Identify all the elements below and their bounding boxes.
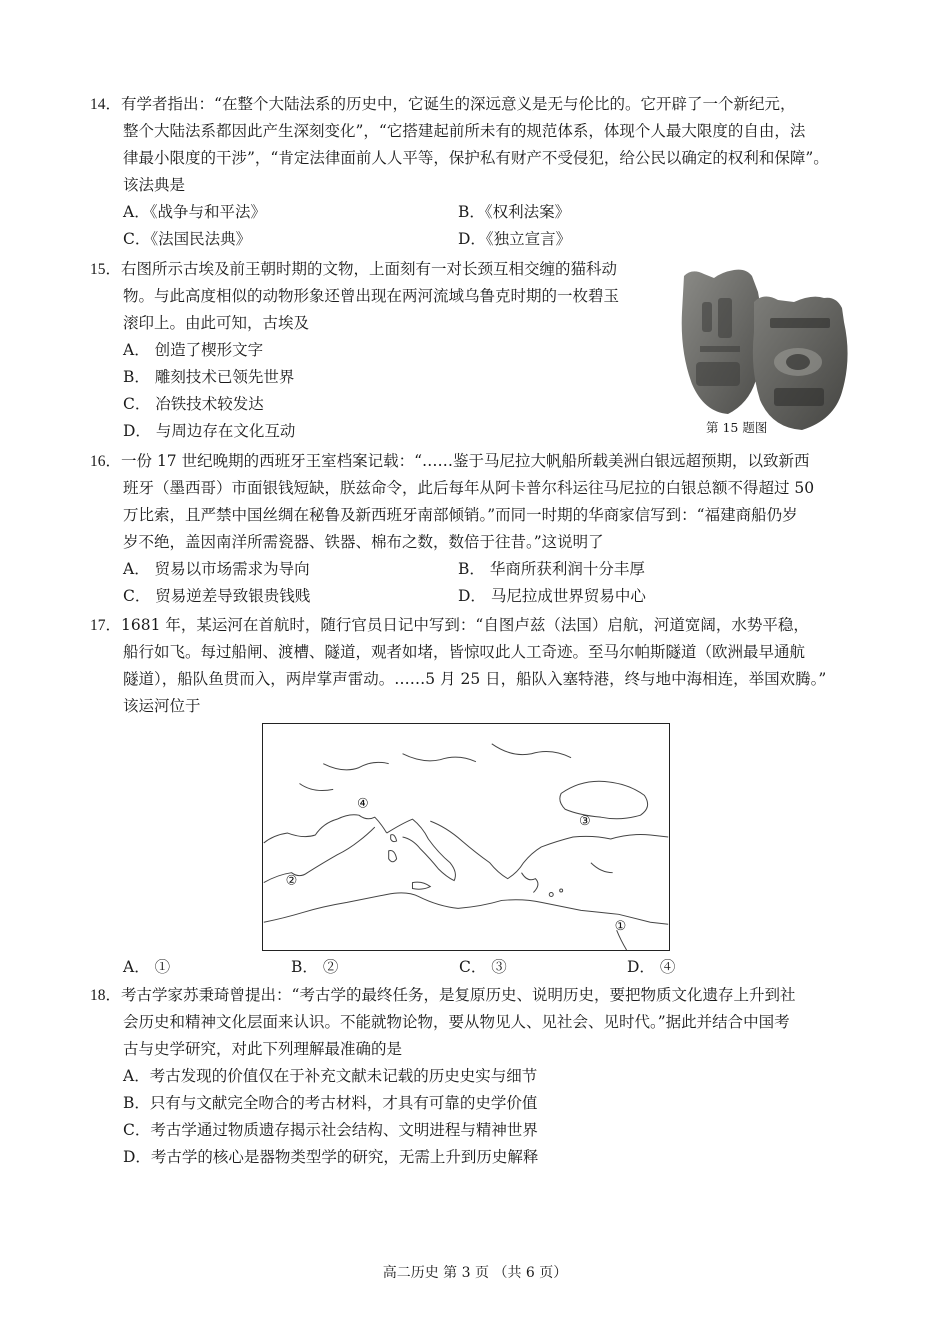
question-stem-line: 该法典是: [123, 176, 186, 194]
narmer-palette-photo: [674, 262, 860, 438]
option-c: C． ③: [459, 958, 507, 976]
question-15: [90, 256, 670, 445]
options: [90, 556, 870, 610]
option-a: A． 创造了楔形文字: [123, 341, 264, 359]
options: [90, 337, 670, 445]
question-stem-line: 物。与此高度相似的动物形象还曾出现在两河流域乌鲁克时期的一枚碧玉: [123, 287, 620, 305]
question-17: [90, 612, 870, 720]
page-footer: 高二历史 第 3 页 （共 6 页）: [382, 1265, 568, 1281]
question-number: 17．: [90, 617, 122, 634]
option-d: D．《独立宣言》: [458, 230, 572, 248]
options: [90, 1063, 870, 1171]
option-a: A． 贸易以市场需求为导向: [123, 560, 310, 578]
mediterranean-map: [262, 723, 670, 951]
question-number: 18．: [90, 987, 122, 1004]
option-c: C．《法国民法典》: [123, 230, 252, 248]
question-16: [90, 448, 870, 610]
option-b: B． 华商所获利润十分丰厚: [458, 560, 645, 578]
question-17-options: [123, 954, 883, 981]
question-number: 15．: [90, 261, 122, 278]
option-d: D． 与周边存在文化互动: [123, 422, 296, 440]
option-d: D．考古学的核心是器物类型学的研究，无需上升到历史解释: [123, 1148, 539, 1166]
marker-1: ①: [614, 919, 627, 934]
marker-3: ③: [579, 814, 591, 829]
map-markers: [286, 796, 627, 933]
question-number: 16．: [90, 453, 122, 470]
option-a: A．考古发现的价值仅在于补充文献未记载的历史史实与细节: [123, 1067, 538, 1085]
option-c: C． 冶铁技术较发达: [123, 395, 264, 413]
question-stem-line: 船行如飞。每过船闸、渡槽、隧道，观者如堵，皆惊叹此人工奇迹。至马尔帕斯隧道（欧洲最早通航: [123, 643, 806, 661]
question-stem-line: 考古学家苏秉琦曾提出：“考古学的最终任务，是复原历史、说明历史，要把物质文化遗存上升到社: [121, 986, 796, 1004]
option-d: D． 马尼拉成世界贸易中心: [458, 587, 646, 605]
marker-2: ②: [285, 873, 298, 888]
question-stem-line: 古与史学研究，对此下列理解最准确的是: [123, 1040, 403, 1058]
question-stem-line: 岁不绝，盖因南洋所需瓷器、铁器、棉布之数，数倍于往昔。”这说明了: [123, 533, 604, 551]
question-stem-line: 右图所示古埃及前王朝时期的文物，上面刻有一对长颈互相交缠的猫科动: [121, 260, 618, 278]
option-b: B．《权利法案》: [458, 203, 571, 221]
question-stem-line: 1681 年，某运河在首航时，随行官员日记中写到：“自图卢兹（法国）启航，河道宽阔，水势平稳，: [121, 616, 809, 634]
question-stem-line: 整个大陆法系都因此产生深刻变化”，“它搭建起前所未有的规范体系，体现个人最大限度的自由，法: [123, 122, 806, 140]
option-a: A． ①: [123, 958, 171, 976]
question-14: [90, 91, 870, 253]
question-18: [90, 982, 870, 1171]
question-stem-line: 隧道），船队鱼贯而入，两岸掌声雷动。……5 月 25 日，船队入塞特港，终与地中海相连，举国欢腾。”: [123, 670, 827, 688]
question-stem-line: 一份 17 世纪晚期的西班牙王室档案记载：“……鉴于马尼拉大帆船所载美洲白银远超预期，以致新西: [121, 452, 810, 470]
option-b: B． 雕刻技术已领先世界: [123, 368, 295, 386]
question-stem-line: 律最小限度的干涉”，“肯定法律面前人人平等，保护私有财产不受侵犯，给公民以确定的权利和保障”。: [123, 149, 829, 167]
question-stem-line: 班牙（墨西哥）市面银钱短缺，朕兹命令，此后每年从阿卡普尔科运往马尼拉的白银总额不得超过 50: [123, 479, 815, 497]
question-number: 14．: [90, 96, 122, 113]
question-stem-line: 滚印上。由此可知，古埃及: [123, 314, 310, 332]
question-stem-line: 有学者指出：“在整个大陆法系的历史中，它诞生的深远意义是无与伦比的。它开辟了一个新纪元，: [121, 95, 796, 113]
question-stem-line: 万比索，且严禁中国丝绸在秘鲁及新西班牙南部倾销。”而同一时期的华商家信写到：“福建商船仍岁: [123, 506, 798, 524]
option-c: C．考古学通过物质遗存揭示社会结构、文明进程与精神世界: [123, 1121, 538, 1139]
option-b: B． ②: [291, 958, 339, 976]
options: [90, 199, 870, 253]
option-c: C． 贸易逆差导致银贵钱贱: [123, 587, 311, 605]
figure-caption: 第 15 题图: [706, 420, 768, 435]
option-a: A．《战争与和平法》: [123, 203, 266, 221]
question-stem-line: 该运河位于: [123, 697, 201, 715]
option-b: B．只有与文献完全吻合的考古材料，才具有可靠的史学价值: [123, 1094, 538, 1112]
question-stem-line: 会历史和精神文化层面来认识。不能就物论物，要从物见人、见社会、见时代。”据此并结合中国考: [123, 1013, 790, 1031]
option-d: D． ④: [627, 958, 676, 976]
marker-4: ④: [356, 796, 369, 811]
